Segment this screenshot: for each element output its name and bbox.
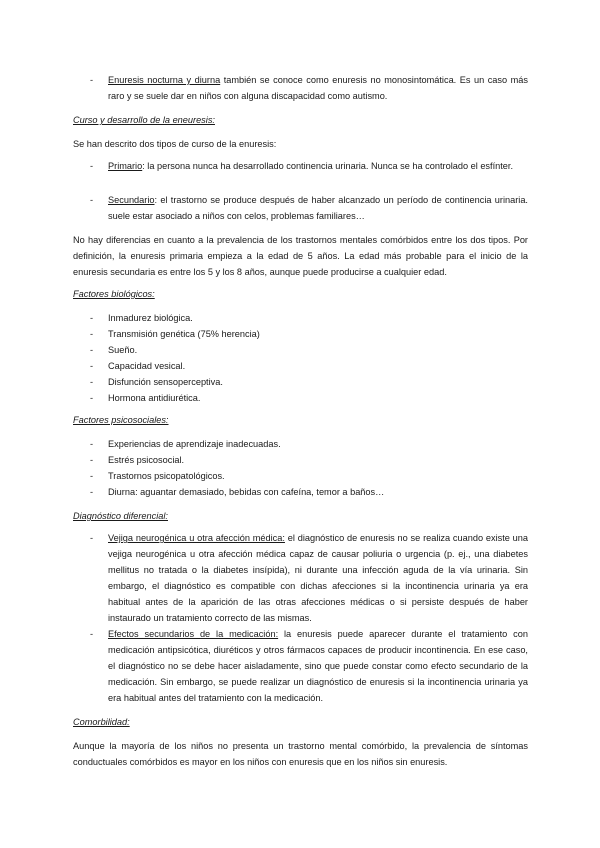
section-heading-psicosociales: Factores psicosociales: (73, 415, 169, 425)
section-heading-biologicos: Factores biológicos: (73, 289, 155, 299)
term-label: Vejiga neurogénica u otra afección médica: (108, 533, 285, 543)
term-text: : el trastorno se produce después de haber alcanzado un período de continencia urinaria. suele estar asociado a niños con celos, problemas familiares… (108, 195, 528, 221)
list-item-text: Diurna: aguantar demasiado, bebidas con cafeína, temor a baños… (108, 487, 385, 497)
list-item-body (108, 72, 528, 104)
bullet-dash: - (90, 439, 94, 449)
list-item-text: Hormona antidiurética. (108, 393, 201, 403)
term-label: Secundario (108, 195, 155, 205)
term-text: el diagnóstico de enuresis no se realiza cuando existe una vejiga neurogénica u otra afección médica capaz de causar poliuria o urgencia (p. ej., una diabetes mellitus no tratada o la diabetes insípida), ni durante una infección aguda de la vía urinaria. Sin embargo, el diagnóstico es compatible con dichas afecciones si la incontinencia urinaria ya era habitual antes de la aparición de las otras afecciones médicas o si persiste después de haber instaurado un tratamiento correcto de las mismas. (108, 533, 529, 623)
term-label: Primario (108, 161, 143, 171)
paragraph-prevalencia: No hay diferencias en cuanto a la prevalencia de los trastornos mentales comórbidos entre los dos tipos. Por definición, la enuresis primaria empieza a la edad de 5 años. La edad más probable para el inicio de la enuresis secundaria es entre los 5 y los 8 años, aunque puede producirse a cualquier edad. (73, 235, 528, 277)
list-item-text: Capacidad vesical. (108, 361, 186, 371)
term-text: también se conoce como enuresis no monosintomática. Es un caso más raro y se suele dar en niños con alguna discapacidad como autismo. (108, 75, 528, 101)
list-item-text: Estrés psicosocial. (108, 455, 185, 465)
bullet-dash: - (90, 487, 94, 497)
list-item-body (108, 192, 528, 224)
list-item-text: Transmisión genética (75% herencia) (108, 329, 260, 339)
paragraph-comorbilidad: Aunque la mayoría de los niños no presenta un trastorno mental comórbido, la prevalencia de síntomas conductuales comórbidos es mayor en los niños con enuresis que en los niños sin enuresis. (73, 741, 528, 767)
bullet-dash: - (90, 377, 94, 387)
term-text: : la persona nunca ha desarrollado continencia urinaria. Nunca se ha controlado el esfínter. (142, 161, 513, 171)
paragraph-curso: Se han descrito dos tipos de curso de la enuresis: (73, 139, 277, 149)
list-item-text: Trastornos psicopatológicos. (108, 471, 225, 481)
list-item-body (108, 158, 528, 174)
list-item-text: Experiencias de aprendizaje inadecuadas. (108, 439, 281, 449)
bullet-dash: - (90, 533, 94, 543)
list-item-text: Inmadurez biológica. (108, 313, 193, 323)
section-heading-curso: Curso y desarrollo de la eneuresis: (73, 115, 215, 125)
list-item-text: Disfunción sensoperceptiva. (108, 377, 223, 387)
term-label: Efectos secundarios de la medicación: (108, 629, 279, 639)
bullet-dash: - (90, 345, 94, 355)
bullet-dash: - (90, 471, 94, 481)
term-text: la enuresis puede aparecer durante el tratamiento con medicación antipsicótica, diuréticos y otros fármacos capaces de producir incontinencia. En ese caso, el diagnóstico no se debe hacer aisladamente, sino que puede constar como efecto secundario de la medicación. Sin embargo, se puede realizar un diagnóstico de enuresis si la incontinencia urinaria ya era habitual antes del tratamiento con la medicación. (108, 629, 528, 703)
bullet-dash: - (90, 393, 94, 403)
list-item-text: Sueño. (108, 345, 138, 355)
list-item-body (108, 530, 528, 626)
section-heading-diagnostico: Diagnóstico diferencial: (73, 511, 168, 521)
bullet-dash: - (90, 161, 94, 171)
bullet-dash: - (90, 329, 94, 339)
bullet-dash: - (90, 361, 94, 371)
bullet-dash: - (90, 195, 94, 205)
term-label: Enuresis nocturna y diurna (108, 75, 221, 85)
bullet-dash: - (90, 75, 94, 85)
bullet-dash: - (90, 455, 94, 465)
bullet-dash: - (90, 313, 94, 323)
section-heading-comorbilidad: Comorbilidad: (73, 717, 130, 727)
list-item-body (108, 626, 528, 706)
bullet-dash: - (90, 629, 94, 639)
